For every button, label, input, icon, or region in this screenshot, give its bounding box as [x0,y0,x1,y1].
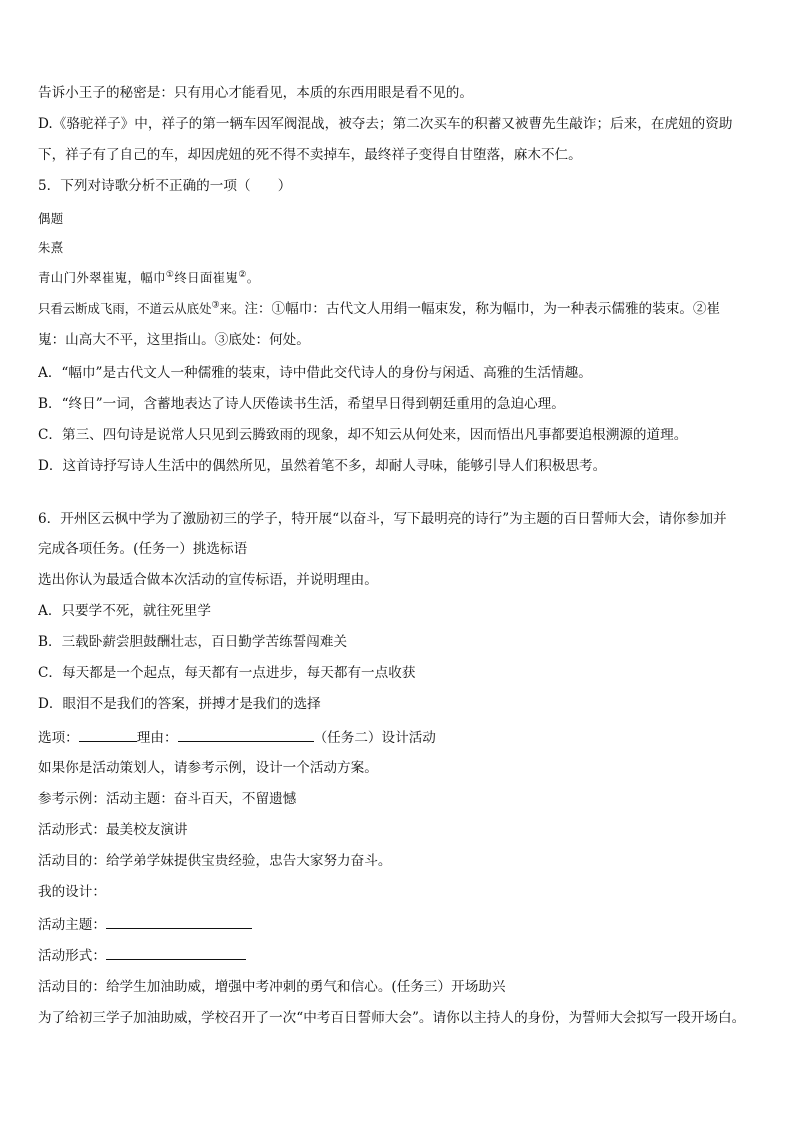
option-c: C．每天都是一个起点，每天都有一点进步，每天都有一点收获 [38,665,416,681]
question-5-title: 5．下列对诗歌分析不正确的一项（ ） [38,178,292,194]
reason-blank[interactable] [178,727,314,742]
footnote-mark: ③ [211,300,220,311]
answer-line [38,727,764,748]
option-c: C．第三、四句诗是说常人只见到云腾致雨的现象，却不知云从何处来，因而悟出凡事都要追根溯源的道理。 [38,427,688,443]
text-line: D.《骆驼祥子》中，祥子的第一辆车因军阀混战，被夺去；第二次买车的积蓄又被曹先生敲诈；后来，在虎妞的资助 [38,116,733,132]
text-line: 活动目的：给学生加油助威，增强中考冲刺的勇气和信心。(任务三）开场助兴 [38,979,506,995]
form-blank[interactable] [106,945,246,960]
option-blank[interactable] [79,727,137,742]
theme-blank[interactable] [106,914,252,929]
poem-text: 青山门外翠崔嵬，幅巾 [38,270,166,285]
text-line: 如果你是活动策划人，请参考示例，设计一个活动方案。 [38,760,378,776]
option-label: 选项： [38,730,79,746]
poem-line-1 [38,268,764,288]
text-line: 活动目的：给学弟学妹提供宝贵经验，忠告大家努力奋斗。 [38,853,392,869]
theme-line [38,914,764,935]
poem-text: 来。 [219,301,245,316]
poem-text: 终日面崔嵬 [174,270,239,285]
text-line: 选出你认为最适合做本次活动的宣传标语，并说明理由。 [38,572,378,588]
task-2-label: （任务二）设计活动 [313,730,436,746]
form-label: 活动形式： [38,948,106,964]
option-d: D．这首诗抒写诗人生活中的偶然所见，虽然着笔不多，却耐人寻味，能够引导人们积极思考。 [38,458,607,474]
option-a: A．只要学不死，就往死里学 [38,603,211,619]
text-line: 参考示例：活动主题：奋斗百天，不留遗憾 [38,791,297,807]
option-d: D．眼泪不是我们的答案，拼搏才是我们的选择 [38,696,321,712]
option-a: A．“幅巾”是古代文人一种儒雅的装束，诗中借此交代诗人的身份与闲适、高雅的生活情趣。 [38,365,592,381]
poem-text: 只看云断成飞雨，不道云从底处 [38,301,212,316]
footnote-mark: ① [165,269,175,280]
poem-author: 朱熹 [38,240,64,255]
theme-label: 活动主题： [38,917,106,933]
text-line: 为了给初三学子加油助威，学校召开了一次“中考百日誓师大会”。请你以主持人的身份，为誓师大会拟写一段开场白。 [38,1010,746,1026]
option-b: B．三载卧薪尝胆鼓酬壮志，百日勤学苦练誓闯难关 [38,634,348,650]
reason-label: 理由： [136,730,178,746]
text-line: 活动形式：最美校友演讲 [38,822,188,838]
poem-title: 偶题 [38,211,64,226]
text-line: 我的设计： [38,884,106,900]
text-line: 告诉小王子的秘密是：只有用心才能看见，本质的东西用眼是看不见的。 [38,85,473,101]
form-line [38,945,764,966]
question-6-title: 6．开州区云枫中学为了激励初三的学子，特开展“以奋斗，写下最明亮的诗行”为主题的百日誓师大会，请你参加并 [38,511,727,527]
note-text: 嵬：山高大不平，这里指山。③底处：何处。 [38,332,310,348]
note-text: 注：①幅巾：古代文人用绢一幅束发，称为幅巾，为一种表示儒雅的装束。②崔 [244,301,721,317]
poem-text: 。 [246,270,260,285]
footnote-mark: ② [238,269,247,280]
text-line: 完成各项任务。(任务一）挑选标语 [38,541,248,557]
option-b: B．“终日”一词，含蓄地表达了诗人厌倦读书生活，希望早日得到朝廷重用的急迫心理。 [38,396,565,412]
text-line: 下，祥子有了自己的车，却因虎妞的死不得不卖掉车，最终祥子变得自甘堕落，麻木不仁。 [38,147,582,163]
poem-line-2-and-note [38,299,764,319]
